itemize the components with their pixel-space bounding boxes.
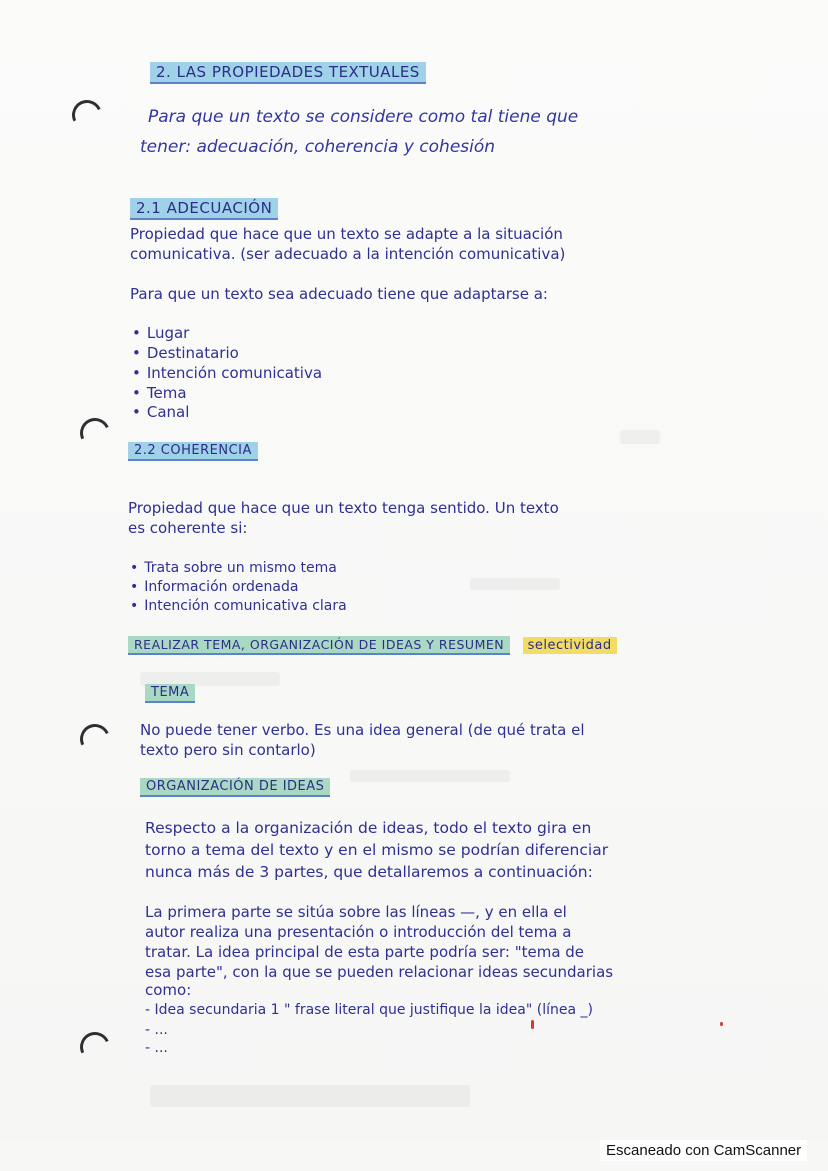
- organizacion-p1-line: nunca más de 3 partes, que detallaremos a continuación:: [145, 863, 593, 881]
- organizacion-p2-line: autor realiza una presentación o introducción del tema a: [145, 923, 572, 941]
- list-item: • Lugar: [132, 325, 189, 342]
- organizacion-p1-line: torno a tema del texto y en el mismo se podrían diferenciar: [145, 841, 609, 859]
- list-item: • Destinatario: [132, 345, 239, 362]
- tema-text-2: texto pero sin contarlo): [140, 741, 316, 759]
- list-item: • Canal: [132, 404, 189, 421]
- tema-text-1: No puede tener verbo. Es una idea general (de qué trata el: [140, 721, 585, 739]
- subsection-title-adecuacion: 2.1 ADECUACIÓN: [130, 200, 278, 217]
- binder-hole-icon: [76, 1028, 114, 1066]
- subsection-title-coherencia: 2.2 COHERENCIA: [128, 444, 258, 459]
- section-title: 2. LAS PROPIEDADES TEXTUALES: [150, 64, 426, 81]
- organizacion-p2-line: La primera parte se sitúa sobre las líneas —, y en ella el: [145, 903, 567, 921]
- coherencia-def-1: Propiedad que hace que un texto tenga sentido. Un texto: [128, 499, 559, 517]
- organizacion-p2-line: esa parte", con la que se pueden relacionar ideas secundarias: [145, 963, 614, 981]
- coherencia-def-2: es coherente si:: [128, 519, 248, 537]
- list-item: - ...: [145, 1040, 168, 1056]
- adecuacion-def-1: Propiedad que hace que un texto se adapte a la situación: [130, 225, 563, 243]
- bleed-through-mark: [350, 770, 510, 782]
- list-item: • Trata sobre un mismo tema: [130, 560, 337, 576]
- binder-hole-icon: [68, 96, 106, 134]
- red-pen-mark: [720, 1022, 723, 1026]
- adecuacion-lead: Para que un texto sea adecuado tiene que adaptarse a:: [130, 285, 548, 303]
- binder-hole-icon: [76, 414, 114, 452]
- bleed-through-mark: [620, 430, 660, 444]
- list-item: • Tema: [132, 385, 187, 402]
- adecuacion-def-2: comunicativa. (ser adecuado a la intención comunicativa): [130, 245, 566, 263]
- intro-line-2: tener: adecuación, coherencia y cohesión: [140, 137, 496, 157]
- binder-hole-icon: [76, 720, 114, 758]
- scanner-watermark: Escaneado con CamScanner: [600, 1140, 807, 1161]
- organizacion-title: ORGANIZACIÓN DE IDEAS: [140, 780, 330, 795]
- tema-title: TEMA: [145, 686, 195, 701]
- task-heading: REALIZAR TEMA, ORGANIZACIÓN DE IDEAS Y RESUMEN selectividad: [128, 638, 617, 654]
- list-item: - Idea secundaria 1 " frase literal que justifique la idea" (línea _): [145, 1002, 593, 1018]
- bleed-through-mark: [150, 1085, 470, 1107]
- intro-line-1: Para que un texto se considere como tal tiene que: [148, 107, 579, 127]
- bleed-through-mark: [470, 578, 560, 590]
- organizacion-p2-line: tratar. La idea principal de esta parte podría ser: "tema de: [145, 943, 585, 961]
- list-item: • Información ordenada: [130, 579, 298, 595]
- list-item: • Intención comunicativa clara: [130, 598, 347, 614]
- list-item: - ...: [145, 1022, 168, 1038]
- organizacion-p1-line: Respecto a la organización de ideas, todo el texto gira en: [145, 819, 592, 837]
- red-pen-mark: [531, 1020, 534, 1029]
- organizacion-p2-line: como:: [145, 981, 192, 999]
- selectividad-tag: selectividad: [523, 637, 617, 654]
- list-item: • Intención comunicativa: [132, 365, 322, 382]
